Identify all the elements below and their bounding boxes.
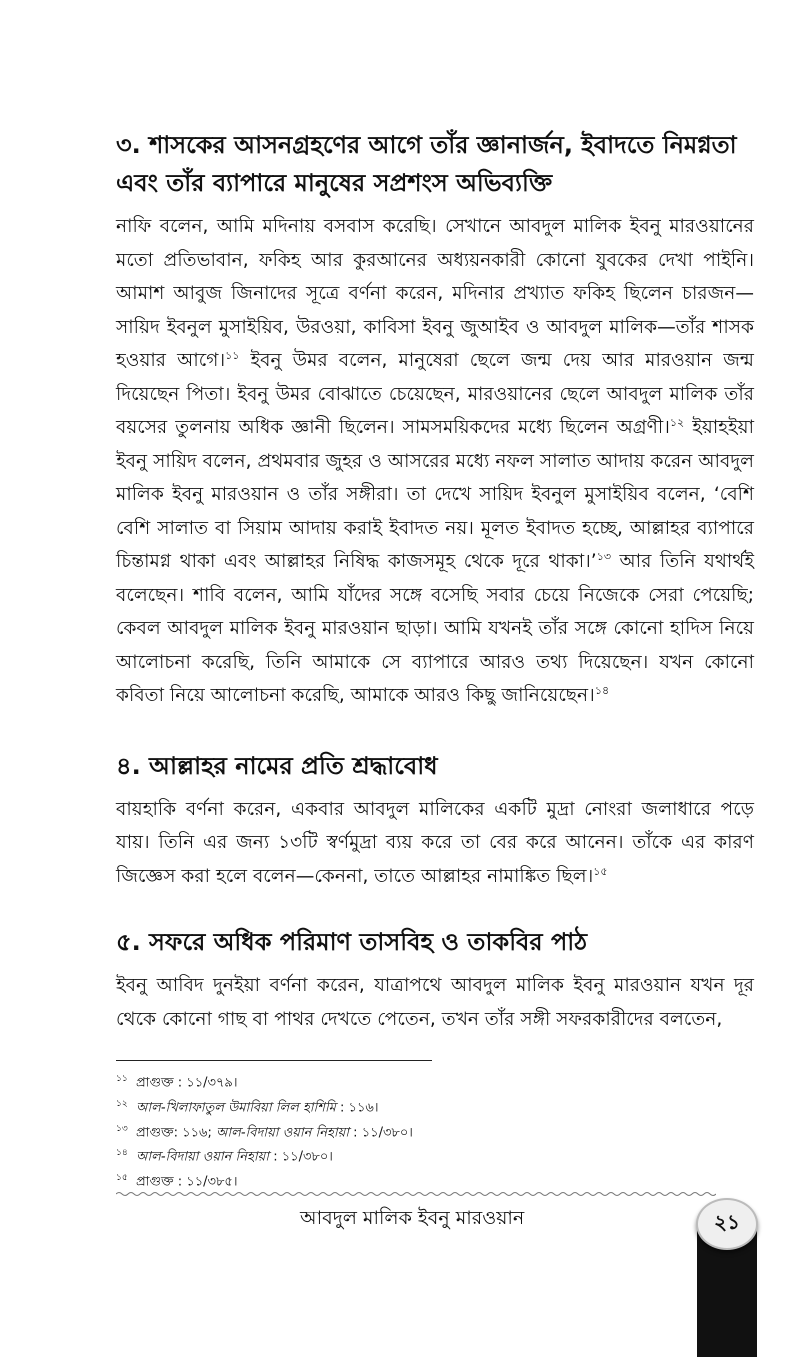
footnote-ref[interactable]: ১৫ [593, 864, 608, 878]
footnote-item [116, 1119, 736, 1144]
footnotes [116, 1060, 736, 1193]
wavy-divider [116, 1190, 716, 1198]
footnote-ref[interactable]: ১৪ [594, 683, 610, 697]
footnote-divider [116, 1060, 432, 1061]
section-tasbih-takbir [116, 923, 754, 1036]
main-content [116, 126, 754, 1036]
footnote-text: প্রাগুক্ত: ১১৬; [136, 1124, 216, 1140]
footnote-text: আল-খিলাফাতুল উমাবিয়া লিল হাশিমি [136, 1100, 336, 1116]
footnote-item [116, 1069, 736, 1094]
footnote-text: : ১১/৩৮০। [269, 1149, 333, 1165]
section-knowledge [116, 126, 754, 713]
footnote-ref[interactable]: ১৩ [596, 549, 612, 563]
paragraph-text: বায়হাকি বর্ণনা করেন, একবার আবদুল মালিকের একটি মুদ্রা নোংরা জলাধারে পড়ে যায়। তিনি এর জন্য ১৩টি স্বর্ণমুদ্রা ব্যয় করে তা বের করে আনেন। তাঁকে এর কারণ জিজ্ঞেস করা হলে বলেন—কেননা, তাতে আল্লাহর নামাঙ্কিত ছিল। [116, 798, 754, 887]
page-number: ২১ [696, 1198, 758, 1250]
footnote-number: ১৪ [116, 1148, 128, 1159]
footnote-text: : ১১/৩৮০। [349, 1124, 413, 1140]
footnote-list [116, 1069, 736, 1193]
section-respect-for-name [116, 747, 754, 894]
paragraph-text: ইবনু আবিদ দুনইয়া বর্ণনা করেন, যাত্রাপথে আবদুল মালিক ইবনু মারওয়ান যখন দূর থেকে কোনো গাছ বা পাথর দেখতে পেতেন, তখন তাঁর সঙ্গী সফরকারীদের বলতেন, [116, 975, 754, 1030]
paragraph-text: ইবনু উমর বলেন, মানুষেরা ছেলে জন্ম দেয় আর মারওয়ান জন্ম দিয়েছেন পিতা। ইবনু উমর বোঝাতে চেয়েছেন, মারওয়ানের ছেলে আবদুল মালিক তাঁর বয়সের তুলনায় অধিক জ্ঞানী ছিলেন। সামসময়িকদের মধ্যে ছিলেন অগ্রণী। [116, 350, 754, 438]
footnote-text: : ১১৬। [335, 1100, 379, 1116]
footnote-text: প্রাগুক্ত : ১১/৩৮৫। [136, 1174, 238, 1190]
section-paragraph [116, 793, 754, 894]
running-title: আবদুল মালিক ইবনু মারওয়ান [300, 1207, 525, 1229]
footnote-number: ১২ [116, 1098, 128, 1109]
footnote-text: প্রাগুক্ত : ১১/৩৭৯। [136, 1075, 238, 1091]
footnote-text: আল-বিদায়া ওয়ান নিহায়া [215, 1124, 350, 1140]
footnote-item [116, 1143, 736, 1168]
section-heading: ৪. আল্লাহর নামের প্রতি শ্রদ্ধাবোধ [116, 751, 438, 780]
footnote-ref[interactable]: ১১ [225, 348, 240, 362]
paragraph-text: নাফি বলেন, আমি মদিনায় বসবাস করেছি। সেখানে আবদুল মালিক ইবনু মারওয়ানের মতো প্রতিভাবান, ফকিহ আর কুরআনের অধ্যয়নকারী কোনো যুবকের দেখা পাইনি। আমাশ আবুজ জিনাদের সূত্রে বর্ণনা করেন, মদিনার প্রখ্যাত ফকিহ ছিলেন চারজন—সায়িদ ইবনুল মুসাইয়িব, উরওয়া, কাবিসা ইবনু জুআইব ও আবদুল মালিক—তাঁর শাসক হওয়ার আগে। [116, 216, 754, 371]
section-paragraph [116, 969, 754, 1036]
footnote-number: ১১ [116, 1074, 128, 1084]
footnote-item [116, 1094, 736, 1119]
paragraph-text: ইয়াহইয়া ইবনু সায়িদ বলেন, প্রথমবার জুহর ও আসরের মধ্যে নফল সালাত আদায় করেন আবদুল মালিক ইবনু মারওয়ান ও তাঁর সঙ্গীরা। তা দেখে সায়িদ ইবনুল মুসাইয়িব বলেন, ‘বেশি বেশি সালাত বা সিয়াম আদায় করাই ইবাদত নয়। মূলত ইবাদত হচ্ছে, আল্লাহর ব্যাপারে চিন্তামগ্ন থাকা এবং আল্লাহর নিষিদ্ধ কাজসমূহ থেকে দূরে থাকা।’ [116, 417, 754, 572]
footnote-number: ১৩ [116, 1123, 128, 1134]
section-paragraph [116, 210, 754, 713]
footnote-text: আল-বিদায়া ওয়ান নিহায়া [136, 1149, 270, 1165]
paragraph-text: আর তিনি যথার্থই বলেছেন। শাবি বলেন, আমি যাঁদের সঙ্গে বসেছি সবার চেয়ে নিজেকে সেরা পেয়েছি; কেবল আবদুল মালিক ইবনু মারওয়ান ছাড়া। আমি যখনই তাঁর সঙ্গে কোনো হাদিস নিয়ে আলোচনা করেছি, তিনি আমাকে সে ব্যাপারে আরও তথ্য দিয়েছেন। যখন কোনো কবিতা নিয়ে আলোচনা করেছি, আমাকে আরও কিছু জানিয়েছেন। [116, 551, 754, 706]
section-heading: ৩. শাসকের আসনগ্রহণের আগে তাঁর জ্ঞানার্জন, ইবাদতে নিমগ্নতা এবং তাঁর ব্যাপারে মানুষের সপ্রশংস অভিব্যক্তি [116, 131, 737, 197]
section-heading: ৫. সফরে অধিক পরিমাণ তাসবিহ ও তাকবির পাঠ [116, 928, 588, 956]
footnote-number: ১৫ [116, 1173, 128, 1184]
footnote-ref[interactable]: ১২ [669, 415, 685, 429]
